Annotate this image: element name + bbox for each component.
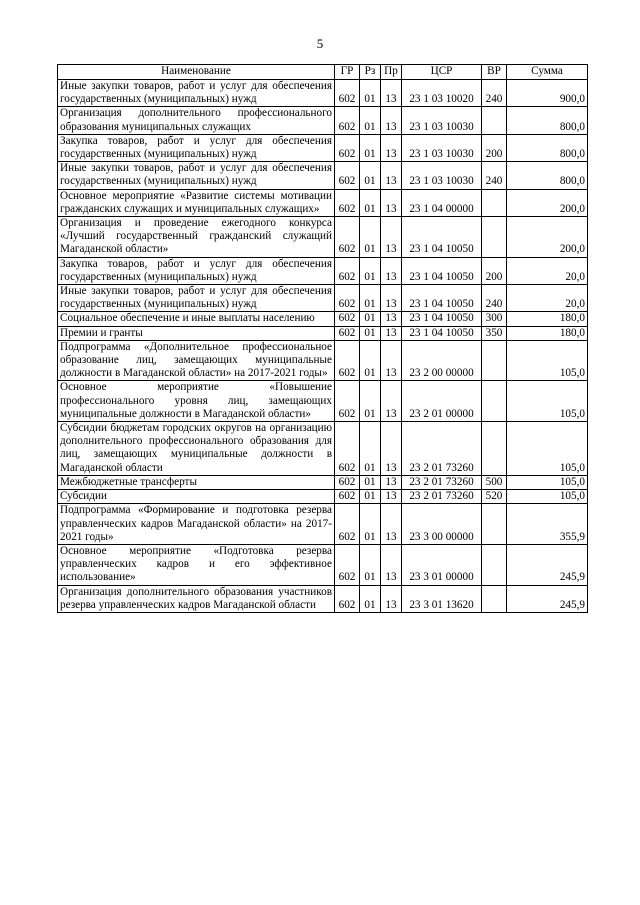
cell-pr: 13 xyxy=(381,80,402,107)
cell-gr: 602 xyxy=(335,340,360,381)
col-header-vr: ВР xyxy=(482,65,507,80)
cell-name: Социальное обеспечение и иные выплаты населению xyxy=(58,312,335,326)
page-number: 5 xyxy=(316,36,324,51)
cell-pr: 13 xyxy=(381,490,402,504)
table-row xyxy=(58,217,588,258)
cell-vr: 520 xyxy=(482,490,507,504)
cell-sum: 800,0 xyxy=(507,107,588,134)
table-row xyxy=(58,162,588,189)
cell-pr: 13 xyxy=(381,381,402,422)
cell-csr: 23 1 04 10050 xyxy=(402,312,482,326)
cell-sum: 105,0 xyxy=(507,340,588,381)
cell-csr: 23 1 04 10050 xyxy=(402,257,482,284)
cell-name: Премии и гранты xyxy=(58,326,335,340)
cell-pr: 13 xyxy=(381,107,402,134)
cell-pr: 13 xyxy=(381,257,402,284)
cell-sum: 105,0 xyxy=(507,490,588,504)
cell-rz: 01 xyxy=(360,285,381,312)
cell-name: Подпрограмма «Дополнительное профессиональное образование лиц, замещающих муниципальные должности в Магаданской области» на 2017-2021 годы» xyxy=(58,340,335,381)
cell-vr xyxy=(482,381,507,422)
cell-pr: 13 xyxy=(381,422,402,476)
cell-vr: 200 xyxy=(482,134,507,161)
cell-name: Организация дополнительного профессионального образования муниципальных служащих xyxy=(58,107,335,134)
cell-name: Субсидии xyxy=(58,490,335,504)
cell-rz: 01 xyxy=(360,475,381,489)
cell-vr xyxy=(482,340,507,381)
cell-gr: 602 xyxy=(335,107,360,134)
table-row xyxy=(58,422,588,476)
cell-gr: 602 xyxy=(335,217,360,258)
cell-sum: 105,0 xyxy=(507,475,588,489)
cell-gr: 602 xyxy=(335,326,360,340)
cell-csr: 23 2 01 73260 xyxy=(402,475,482,489)
cell-vr: 200 xyxy=(482,257,507,284)
cell-vr xyxy=(482,189,507,216)
cell-gr: 602 xyxy=(335,381,360,422)
cell-name: Закупка товаров, работ и услуг для обеспечения государственных (муниципальных) нужд xyxy=(58,134,335,161)
cell-gr: 602 xyxy=(335,257,360,284)
cell-csr: 23 2 01 00000 xyxy=(402,381,482,422)
cell-pr: 13 xyxy=(381,189,402,216)
cell-sum: 105,0 xyxy=(507,422,588,476)
cell-csr: 23 2 01 73260 xyxy=(402,422,482,476)
cell-gr: 602 xyxy=(335,134,360,161)
cell-rz: 01 xyxy=(360,544,381,585)
table-body xyxy=(58,80,588,613)
table-row xyxy=(58,326,588,340)
cell-vr xyxy=(482,107,507,134)
cell-rz: 01 xyxy=(360,189,381,216)
cell-pr: 13 xyxy=(381,217,402,258)
cell-sum: 180,0 xyxy=(507,312,588,326)
cell-sum: 245,9 xyxy=(507,544,588,585)
col-header-name: Наименование xyxy=(58,65,335,80)
cell-gr: 602 xyxy=(335,312,360,326)
cell-name: Основное мероприятие «Повышение профессионального уровня лиц, замещающих муниципальные должности в Магаданской области» xyxy=(58,381,335,422)
cell-rz: 01 xyxy=(360,312,381,326)
cell-name: Основное мероприятие «Развитие системы мотивации гражданских служащих и муниципальных служащих» xyxy=(58,189,335,216)
cell-csr: 23 3 01 13620 xyxy=(402,585,482,612)
cell-pr: 13 xyxy=(381,326,402,340)
table-row xyxy=(58,381,588,422)
cell-pr: 13 xyxy=(381,544,402,585)
cell-pr: 13 xyxy=(381,475,402,489)
cell-pr: 13 xyxy=(381,504,402,545)
cell-vr xyxy=(482,217,507,258)
cell-sum: 180,0 xyxy=(507,326,588,340)
table-header-row xyxy=(58,65,588,80)
cell-csr: 23 1 03 10030 xyxy=(402,162,482,189)
cell-vr: 240 xyxy=(482,80,507,107)
budget-table xyxy=(57,64,588,613)
cell-sum: 355,9 xyxy=(507,504,588,545)
cell-csr: 23 1 04 10050 xyxy=(402,285,482,312)
cell-csr: 23 3 00 00000 xyxy=(402,504,482,545)
cell-rz: 01 xyxy=(360,340,381,381)
cell-name: Иные закупки товаров, работ и услуг для обеспечения государственных (муниципальных) нужд xyxy=(58,162,335,189)
table-row xyxy=(58,504,588,545)
cell-csr: 23 1 03 10030 xyxy=(402,134,482,161)
cell-vr: 240 xyxy=(482,285,507,312)
cell-sum: 200,0 xyxy=(507,217,588,258)
cell-vr: 300 xyxy=(482,312,507,326)
cell-vr xyxy=(482,544,507,585)
cell-gr: 602 xyxy=(335,490,360,504)
cell-rz: 01 xyxy=(360,162,381,189)
cell-sum: 105,0 xyxy=(507,381,588,422)
cell-rz: 01 xyxy=(360,585,381,612)
cell-sum: 900,0 xyxy=(507,80,588,107)
table-row xyxy=(58,585,588,612)
cell-vr xyxy=(482,504,507,545)
cell-gr: 602 xyxy=(335,544,360,585)
cell-csr: 23 3 01 00000 xyxy=(402,544,482,585)
cell-name: Иные закупки товаров, работ и услуг для обеспечения государственных (муниципальных) нужд xyxy=(58,285,335,312)
cell-rz: 01 xyxy=(360,107,381,134)
cell-csr: 23 1 04 10050 xyxy=(402,326,482,340)
cell-name: Подпрограмма «Формирование и подготовка резерва управленческих кадров Магаданской области» на 2017-2021 годы» xyxy=(58,504,335,545)
table-row xyxy=(58,189,588,216)
cell-sum: 245,9 xyxy=(507,585,588,612)
table-row xyxy=(58,340,588,381)
cell-rz: 01 xyxy=(360,80,381,107)
cell-gr: 602 xyxy=(335,475,360,489)
cell-csr: 23 1 04 00000 xyxy=(402,189,482,216)
cell-sum: 20,0 xyxy=(507,257,588,284)
col-header-sum: Сумма xyxy=(507,65,588,80)
cell-name: Организация дополнительного образования участников резерва управленческих кадров Магаданской области xyxy=(58,585,335,612)
cell-sum: 800,0 xyxy=(507,162,588,189)
cell-csr: 23 1 04 10050 xyxy=(402,217,482,258)
cell-vr xyxy=(482,585,507,612)
cell-sum: 200,0 xyxy=(507,189,588,216)
table-row xyxy=(58,257,588,284)
col-header-gr: ГР xyxy=(335,65,360,80)
cell-gr: 602 xyxy=(335,285,360,312)
cell-vr xyxy=(482,422,507,476)
cell-pr: 13 xyxy=(381,585,402,612)
cell-csr: 23 1 03 10020 xyxy=(402,80,482,107)
cell-rz: 01 xyxy=(360,257,381,284)
cell-sum: 800,0 xyxy=(507,134,588,161)
cell-rz: 01 xyxy=(360,422,381,476)
cell-vr: 240 xyxy=(482,162,507,189)
cell-rz: 01 xyxy=(360,326,381,340)
cell-gr: 602 xyxy=(335,189,360,216)
col-header-csr: ЦСР xyxy=(402,65,482,80)
cell-gr: 602 xyxy=(335,162,360,189)
cell-name: Иные закупки товаров, работ и услуг для обеспечения государственных (муниципальных) нужд xyxy=(58,80,335,107)
cell-gr: 602 xyxy=(335,585,360,612)
cell-name: Основное мероприятие «Подготовка резерва управленческих кадров и его эффективное использование» xyxy=(58,544,335,585)
cell-pr: 13 xyxy=(381,340,402,381)
table-row xyxy=(58,285,588,312)
cell-csr: 23 1 03 10030 xyxy=(402,107,482,134)
cell-gr: 602 xyxy=(335,504,360,545)
cell-pr: 13 xyxy=(381,312,402,326)
cell-pr: 13 xyxy=(381,285,402,312)
cell-csr: 23 2 00 00000 xyxy=(402,340,482,381)
col-header-pr: Пр xyxy=(381,65,402,80)
cell-rz: 01 xyxy=(360,504,381,545)
table-row xyxy=(58,312,588,326)
cell-gr: 602 xyxy=(335,80,360,107)
table-row xyxy=(58,134,588,161)
cell-name: Организация и проведение ежегодного конкурса «Лучший государственный гражданский служащий Магаданской области» xyxy=(58,217,335,258)
cell-pr: 13 xyxy=(381,134,402,161)
cell-csr: 23 2 01 73260 xyxy=(402,490,482,504)
table-row xyxy=(58,107,588,134)
cell-vr: 500 xyxy=(482,475,507,489)
table-row xyxy=(58,80,588,107)
cell-rz: 01 xyxy=(360,134,381,161)
col-header-rz: Рз xyxy=(360,65,381,80)
cell-name: Закупка товаров, работ и услуг для обеспечения государственных (муниципальных) нужд xyxy=(58,257,335,284)
table-row xyxy=(58,490,588,504)
cell-sum: 20,0 xyxy=(507,285,588,312)
cell-vr: 350 xyxy=(482,326,507,340)
cell-rz: 01 xyxy=(360,217,381,258)
table-row xyxy=(58,475,588,489)
cell-gr: 602 xyxy=(335,422,360,476)
cell-rz: 01 xyxy=(360,490,381,504)
cell-pr: 13 xyxy=(381,162,402,189)
cell-name: Межбюджетные трансферты xyxy=(58,475,335,489)
cell-rz: 01 xyxy=(360,381,381,422)
cell-name: Субсидии бюджетам городских округов на организацию дополнительного профессионального образования для лиц, замещающих муниципальные должности в Магаданской области xyxy=(58,422,335,476)
table-row xyxy=(58,544,588,585)
